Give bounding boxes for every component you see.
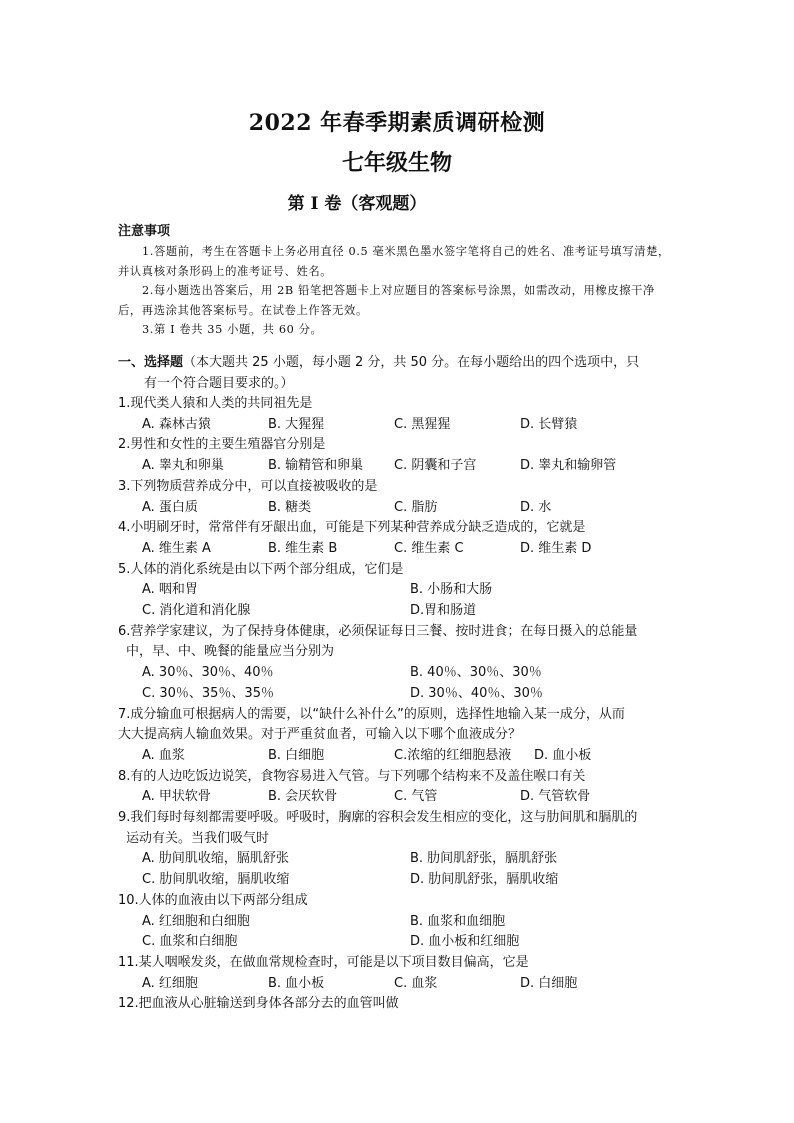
option: A. 红细胞 <box>142 975 198 991</box>
option: B. 肋间肌舒张，膈肌舒张 <box>410 851 558 867</box>
option-row <box>118 415 678 436</box>
option: C. 血浆和白细胞 <box>142 934 238 950</box>
option-row <box>118 849 678 870</box>
question-stem: 8.有的人边吃饭边说笑，食物容易进入气管。与下列哪个结构来不及盖住喉口有关 <box>118 768 586 784</box>
exam-title: 2022 年春季期素质调研检测 <box>248 110 546 136</box>
option: B. 维生素 B <box>268 540 338 556</box>
option-row <box>118 684 678 705</box>
option: B. 输精管和卵巢 <box>268 458 364 474</box>
question-stem: 9.我们每时每刻都需要呼吸。呼吸时，胸廓的容积会发生相应的变化，这与肋间肌和膈肌的 <box>118 810 638 826</box>
option: C. 脂肪 <box>394 499 438 515</box>
section-heading <box>118 352 678 373</box>
option: A. 红细胞和白细胞 <box>142 913 250 929</box>
option: A. 肋间肌收缩，膈肌舒张 <box>142 851 289 867</box>
option: C. 30％、35％、35％ <box>142 685 274 701</box>
option: B. 40％、30％、30％ <box>410 665 542 681</box>
question-stem: 5.人体的消化系统是由以下两个部分组成，它们是 <box>118 561 404 577</box>
option: D. 水 <box>520 499 552 515</box>
exam-subject: 七年级生物 <box>341 150 452 176</box>
question-stem: 4.小明刷牙时，常常伴有牙龈出血，可能是下列某种营养成分缺乏造成的，它就是 <box>118 520 586 536</box>
option: D. 30％、40％、30％ <box>410 685 543 701</box>
questions-content <box>118 352 678 1015</box>
option: D.胃和肠道 <box>410 603 477 619</box>
option-row <box>118 498 678 519</box>
option: D. 维生素 D <box>520 540 592 556</box>
notice-item: 2.每小题选出答案后，用 2B 铅笔把答题卡上对应题目的答案标号涂黑，如需改动，用橡皮擦干净后，再选涂其他答案标号。在试卷上作答无效。 <box>118 284 655 317</box>
option-row <box>118 663 678 684</box>
option: C. 血浆 <box>394 975 438 991</box>
option: B. 会厌软骨 <box>268 789 338 805</box>
option: D. 气管软骨 <box>520 789 591 805</box>
option: B. 小肠和大肠 <box>410 582 493 598</box>
notice-item: 3.第 I 卷共 35 小题，共 60 分。 <box>142 323 323 336</box>
section-label: 一、选择题 <box>118 355 184 370</box>
option: D. 白细胞 <box>520 975 578 991</box>
option: A. 睾丸和卵巢 <box>142 458 224 474</box>
question-stem-cont: 运动有关。当我们吸气时 <box>126 830 270 846</box>
option: C. 消化道和消化腺 <box>142 603 251 619</box>
option: C. 黑猩猩 <box>394 416 451 432</box>
question-stem-cont: 中，早、中、晚餐的能量应当分别为 <box>126 644 335 660</box>
notice-item: 1.答题前，考生在答题卡上务必用直径 0.5 毫米黑色墨水签字笔将自己的姓名、准考证号填写清楚，并认真核对条形码上的准考证号、姓名。 <box>118 245 670 278</box>
option-row <box>118 932 678 953</box>
question-stem: 3.下列物质营养成分中，可以直接被吸收的是 <box>118 478 378 494</box>
volume-title: 第 I 卷（客观题） <box>287 194 427 214</box>
option-row <box>118 912 678 933</box>
option: B. 糖类 <box>268 499 312 515</box>
option: A. 维生素 A <box>142 540 211 556</box>
option: C. 气管 <box>394 789 438 805</box>
question-stem: 11.某人咽喉发炎，在做血常规检查时，可能是以下项目数目偏高，它是 <box>118 954 529 970</box>
option: B. 血浆和血细胞 <box>410 913 506 929</box>
option: A. 森林古猿 <box>142 416 211 432</box>
option: D. 肋间肌舒张，膈肌收缩 <box>410 872 559 888</box>
option-row <box>118 746 678 767</box>
option: A. 蛋白质 <box>142 499 198 515</box>
section-desc-cont: 有一个符合题目要求的。） <box>144 376 294 391</box>
option: C. 阴囊和子宫 <box>394 458 477 474</box>
option: D. 睾丸和输卵管 <box>520 458 617 474</box>
option: C. 维生素 C <box>394 540 464 556</box>
notice-heading: 注意事项 <box>118 224 171 239</box>
option-row <box>118 974 678 995</box>
option: D. 长臂猿 <box>520 416 578 432</box>
option-row <box>118 870 678 891</box>
option: A. 血浆 <box>142 747 185 763</box>
option: A. 甲状软骨 <box>142 789 211 805</box>
question-stem: 7.成分输血可根据病人的需要，以“缺什么补什么”的原则，选择性地输入某一成分，从而 <box>118 706 625 722</box>
option-row <box>118 580 678 601</box>
option: B. 白细胞 <box>268 747 325 763</box>
question-stem: 10.人体的血液由以下两部分组成 <box>118 892 308 908</box>
option-row <box>118 539 678 560</box>
option-row <box>118 601 678 622</box>
option: B. 大猩猩 <box>268 416 325 432</box>
question-stem-cont: 大大提高病人输血效果。对于严重贫血者，可输入以下哪个血液成分？ <box>118 727 522 743</box>
question-stem: 1.现代类人猿和人类的共同祖先是 <box>118 396 313 411</box>
question-stem: 2.男性和女性的主要生殖器官分别是 <box>118 437 326 453</box>
question-stem: 6.营养学家建议，为了保持身体健康，必须保证每日三餐、按时进食；在每日摄入的总能量 <box>118 623 638 639</box>
option: B. 血小板 <box>268 975 325 991</box>
option: A. 咽和胃 <box>142 582 198 598</box>
option: A. 30％、30％、40％ <box>142 665 274 681</box>
notice-block <box>118 222 678 340</box>
option-row <box>118 456 678 477</box>
question-stem: 12.把血液从心脏输送到身体各部分去的血管叫做 <box>118 996 399 1012</box>
option: D. 血小板和红细胞 <box>410 934 520 950</box>
option-row <box>118 787 678 808</box>
option: C.浓缩的红细胞悬液 <box>394 747 512 763</box>
option: C. 肋间肌收缩，膈肌收缩 <box>142 872 290 888</box>
option: D. 血小板 <box>534 747 592 763</box>
section-desc: （本大题共 25 小题，每小题 2 分，共 50 分。在每小题给出的四个选项中，只 <box>183 355 640 370</box>
